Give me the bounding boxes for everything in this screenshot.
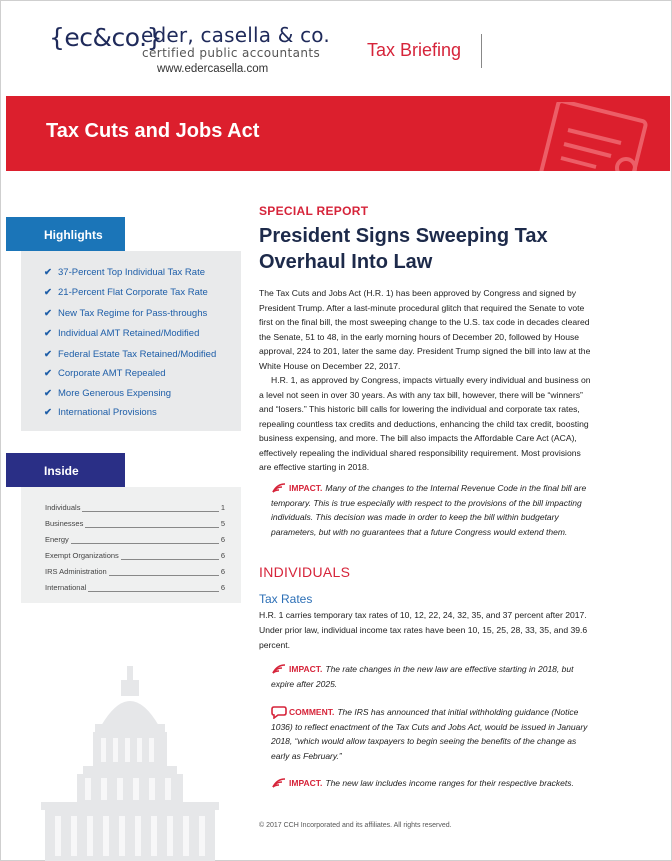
comment-label: COMMENT. xyxy=(289,707,335,717)
checkmark-icon: ✔ xyxy=(44,388,52,399)
briefing-title: Tax Briefing xyxy=(367,40,462,60)
checkmark-icon: ✔ xyxy=(44,349,52,360)
intro-text xyxy=(259,286,591,475)
impact-label: IMPACT. xyxy=(289,664,323,674)
impact-label: IMPACT. xyxy=(289,483,323,493)
logo-url[interactable]: www.edercasella.com xyxy=(157,63,269,75)
checkmark-icon: ✔ xyxy=(44,287,52,298)
inside-title: Inside xyxy=(44,464,79,478)
special-report-kicker: SPECIAL REPORT xyxy=(259,204,369,218)
intro-paragraph-2: H.R. 1, as approved by Congress, impacts virtually every individual and business on a level not seen in over 30 years. As with any tax bill, however, there will be “winners” and “losers.” This historic bill calls for lowering the individual and corporate tax rates, repealing countless tax credits and deductions, enhancing the child tax credit, boosting business expensing, and more. The bill also impacts the Affordable Care Act (ACA), effectively repealing the individual shared responsibility requirement. Most provisions are effective starting in 2018. xyxy=(259,375,591,472)
logo-mark: {ec&co.} xyxy=(49,23,162,52)
toc-leader xyxy=(45,543,225,544)
logo-tagline: certified public accountants xyxy=(142,46,321,60)
comment-note xyxy=(271,705,591,763)
checkmark-icon: ✔ xyxy=(44,308,52,319)
impact-note xyxy=(271,481,591,539)
band-title: Tax Cuts and Jobs Act xyxy=(46,120,260,142)
signal-waves-icon xyxy=(271,663,287,675)
subsection-heading: Tax Rates xyxy=(259,592,313,606)
title-band xyxy=(6,96,670,171)
copyright: © 2017 CCH Incorporated and its affiliates. All rights reserved. xyxy=(259,822,452,829)
checkmark-icon: ✔ xyxy=(44,368,52,379)
capitol-building-icon xyxy=(21,666,241,861)
tax-rates-text: H.R. 1 carries temporary tax rates of 10, 12, 22, 24, 32, 35, and 37 percent after 2017. Under prior law, individual income tax rates have been 10, 15, 25, 28, 33, 35, and 39.6 percent. xyxy=(259,610,588,650)
comment-text: The IRS has announced that initial withholding guidance (Notice 1036) to reflect enactment of the Tax Cuts and Jobs Act, would be issued in January 2018, “which would allow taxpayers to begin seeing the benefits of the change as early as February.” xyxy=(271,707,588,761)
section-heading: INDIVIDUALS xyxy=(259,564,351,580)
checkmark-icon: ✔ xyxy=(44,407,52,418)
highlights-tab xyxy=(6,217,125,251)
speech-bubble-icon xyxy=(271,706,287,719)
highlights-box xyxy=(21,251,241,431)
checkmark-icon: ✔ xyxy=(44,328,52,339)
headline: President Signs Sweeping Tax Overhaul Into Law xyxy=(259,225,548,273)
header-divider xyxy=(481,34,482,68)
checkmark-icon: ✔ xyxy=(44,267,52,278)
inside-tab xyxy=(6,453,125,487)
signal-waves-icon xyxy=(271,482,287,494)
highlights-title: Highlights xyxy=(44,228,103,242)
logo-name: eder, casella & co. xyxy=(141,23,330,47)
impact-text: The new law includes income ranges for their respective brackets. xyxy=(325,778,574,788)
page: {ec&co.} eder, casella & co. certified public accountants www.edercasella.com Tax Briefing Tax Cuts and Jobs Act SPECIAL REPORT President Signs Sweeping Tax Overhaul Into Law The Tax Cuts and Jobs Act (H.R. 1) has been approved by Congress and signed by President Trump. After a last-minute procedural glitch that required the Senate to vote first on the final bill, the most sweeping change to the U.S. tax code in decades cleared the Senate, 51 to 48, in the early morning hours of December 20, followed by House approval, 224 to 201, later the same day. President Trump signed the bill into law at the White House on December 22, 2017. H.R. 1, as approved by Congress, impacts virtually every individual and business on a level not seen in over 30 years. As with any tax bill, however, there will be “winners” and “losers.” This historic bill calls for lowering the individual and corporate tax rates, repealing countless tax credits and deductions, enhancing the child tax credit, boosting business expensing, and more. The bill also impacts the Affordable Care Act (ACA), effectively repealing the individual shared responsibility requirement. Most provisions are effective starting in 2018. IMPACT. Many of the changes to the Internal Revenue Code in the final bill are temporary. This is true especially with respect to the provisions of the bill impacting individuals. This decision was made in order to keep the bill within budgetary parameters, but with no guarantees that a future Congress would extend them. INDIVIDUALS Tax Rates H.R. 1 carries temporary tax rates of 10, 12, 22, 24, 32, 35, and 37 percent after 2017. Under prior law, individual income tax rates have been 10, 15, 25, 28, 33, 35, and 39.6 percent. IMPACT. The rate changes in the new law are effective starting in 2018, but expire after 2025. COMMENT. The IRS has announced that initial withholding guidance (Notice 1036) to reflect enactment of the Tax Cuts and Jobs Act, would be issued in January 2018, “which would allow taxpayers to begin seeing the benefits of the change as early as February.” IMPACT. The new law includes income ranges for their respective brackets. © 2017 CCH Incorporated and its affiliates. All rights reserved. Highlights ✔ 37-Percent Top Individual Tax Rate ✔ 21-Percent Flat Corporate Tax Rate ✔ New Tax Regime for Pass-throughs ✔ Individual AMT Retained/Modified ✔ Federal Estate Tax Retained/Modified ✔ Corporate AMT Repealed ✔ More Generous Expensing ✔ International Provisions Inside Individuals 1 Businesses 5 Energy 6 Exempt Organizations 6 IRS Administration 6 International 6 xyxy=(0,0,672,861)
signal-waves-icon xyxy=(271,777,287,789)
intro-paragraph-1: The Tax Cuts and Jobs Act (H.R. 1) has been approved by Congress and signed by President Trump. After a last-minute procedural glitch that required the Senate to vote first on the final bill, the most sweeping change to the U.S. tax code in decades cleared the Senate, 51 to 48, in the early morning hours of December 20, followed by House approval, 224 to 201, later the same day. President Trump signed the bill into law at the White House on December 22, 2017. xyxy=(259,288,591,371)
impact-text: Many of the changes to the Internal Revenue Code in the final bill are temporary. This is true especially with respect to the provisions of the bill impacting individuals. This decision was made in order to keep the bill within budgetary parameters, but with no guarantees that a future Congress would extend them. xyxy=(271,483,587,537)
impact-note xyxy=(271,662,591,691)
impact-note xyxy=(271,776,591,791)
impact-text: The rate changes in the new law are effective starting in 2018, but expire after 2025. xyxy=(271,664,574,689)
impact-label: IMPACT. xyxy=(289,778,323,788)
certificate-icon xyxy=(526,102,666,171)
